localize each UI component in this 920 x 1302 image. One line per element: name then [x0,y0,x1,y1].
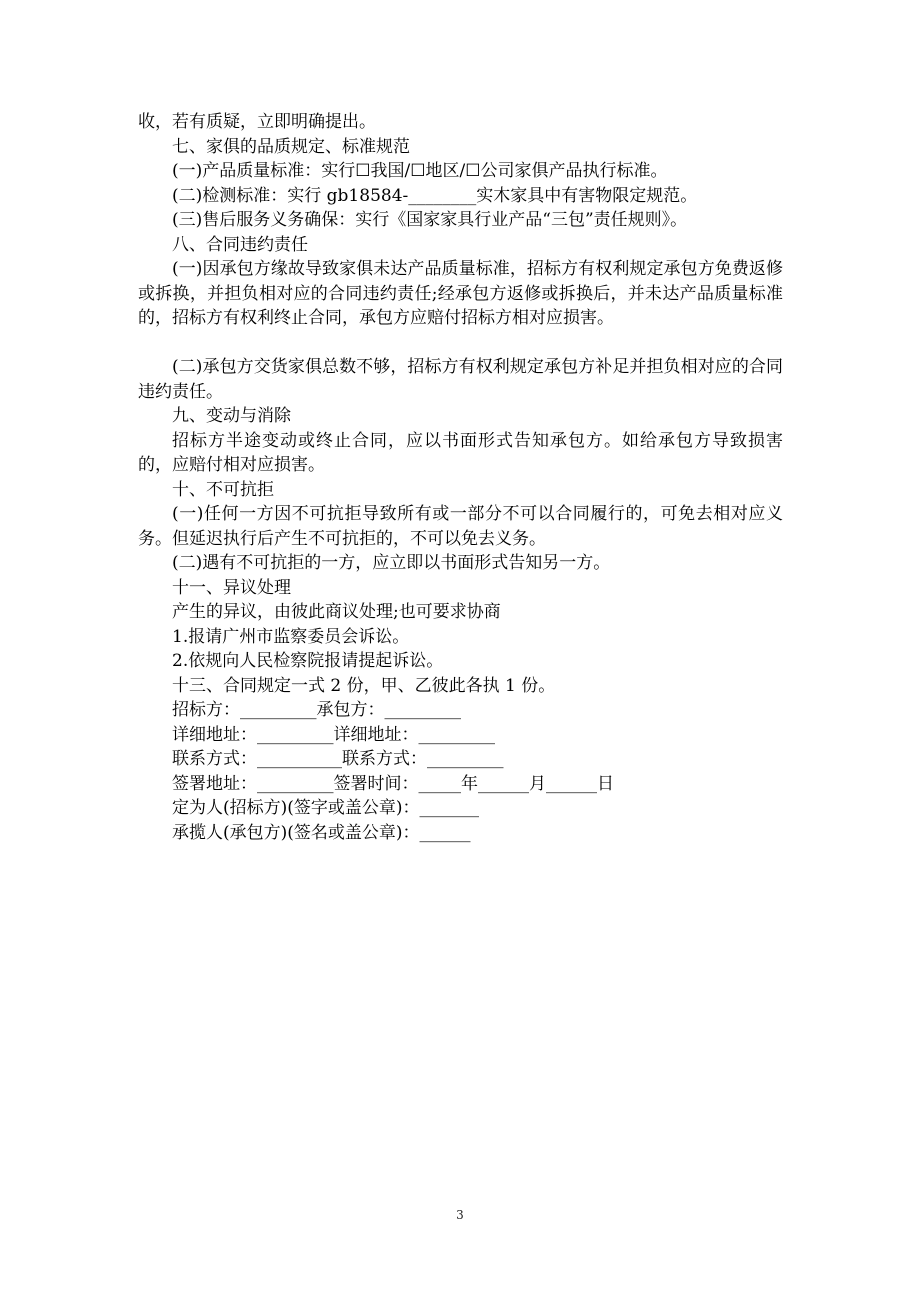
signature-contractor-line: 承揽人(承包方)(签名或盖公章)：______ [172,822,471,843]
section-heading-10: 十、不可抗拒 [172,479,274,500]
section-heading-8: 八、合同违约责任 [172,234,308,255]
document-body [138,110,783,845]
section-heading-9: 九、变动与消除 [172,406,291,426]
paragraph-continuation: 收，若有质疑，立即明确提出。 [138,112,376,132]
list-item-dispute-1: 1.报请广州市监察委员会诉讼。 [172,626,410,647]
signature-address-line: 详细地址：_________详细地址：_________ [172,724,495,745]
page-number: 3 [456,1208,464,1222]
signature-tenderer-line: 定为人(招标方)(签字或盖公章)：_______ [172,798,480,818]
section-heading-11: 十一、异议处理 [172,577,291,598]
paragraph-after-sales: (三)售后服务义务确保：实行《国家家具行业产品“三包”责任规则》。 [172,210,688,230]
paragraph-breach-quality: (一)因承包方缘故导致家俱未达产品质量标准，招标方有权利规定承包方免费返修或拆换，并担负相对应的合同违约责任;经承包方返修或拆换后，并未达产品质量标准的，招标方有权利终止合同，承包方应赔付招标方相对应损害。 [138,259,783,328]
section-heading-13: 十三、合同规定一式 2 份，甲、乙彼此各执 1 份。 [172,675,556,696]
paragraph-gap [138,331,783,356]
signature-place-date-line: 签署地址：_________签署时间：_____年______月______日 [172,773,614,794]
paragraph-force-majeure-2: (二)遇有不可抗拒的一方，应立即以书面形式告知另一方。 [172,553,611,573]
signature-parties-line: 招标方：_________承包方：_________ [172,700,461,720]
section-heading-7: 七、家俱的品质规定、标准规范 [172,136,410,157]
signature-contact-line: 联系方式：__________联系方式：_________ [172,749,504,769]
paragraph-quality-standard: (一)产品质量标准：实行☐我国/☐地区/☐公司家俱产品执行标准。 [172,161,668,181]
paragraph-change-termination: 招标方半途变动或终止合同，应以书面形式告知承包方。如给承包方导致损害的，应赔付相对应损害。 [138,430,783,475]
list-item-dispute-2: 2.依规向人民检察院报请提起诉讼。 [172,651,444,671]
paragraph-breach-quantity: (二)承包方交货家俱总数不够，招标方有权利规定承包方补足并担负相对应的合同违约责任。 [138,357,783,402]
paragraph-force-majeure-1: (一)任何一方因不可抗拒导致所有或一部分不可以合同履行的，可免去相对应义务。但延迟执行后产生不可抗拒的，不可以免去义务。 [138,504,783,549]
paragraph-testing-standard: (二)检测标准：实行 gb18584-________实木家具中有害物限定规范。 [172,185,698,206]
paragraph-dispute: 产生的异议，由彼此商议处理;也可要求协商 [172,602,501,622]
